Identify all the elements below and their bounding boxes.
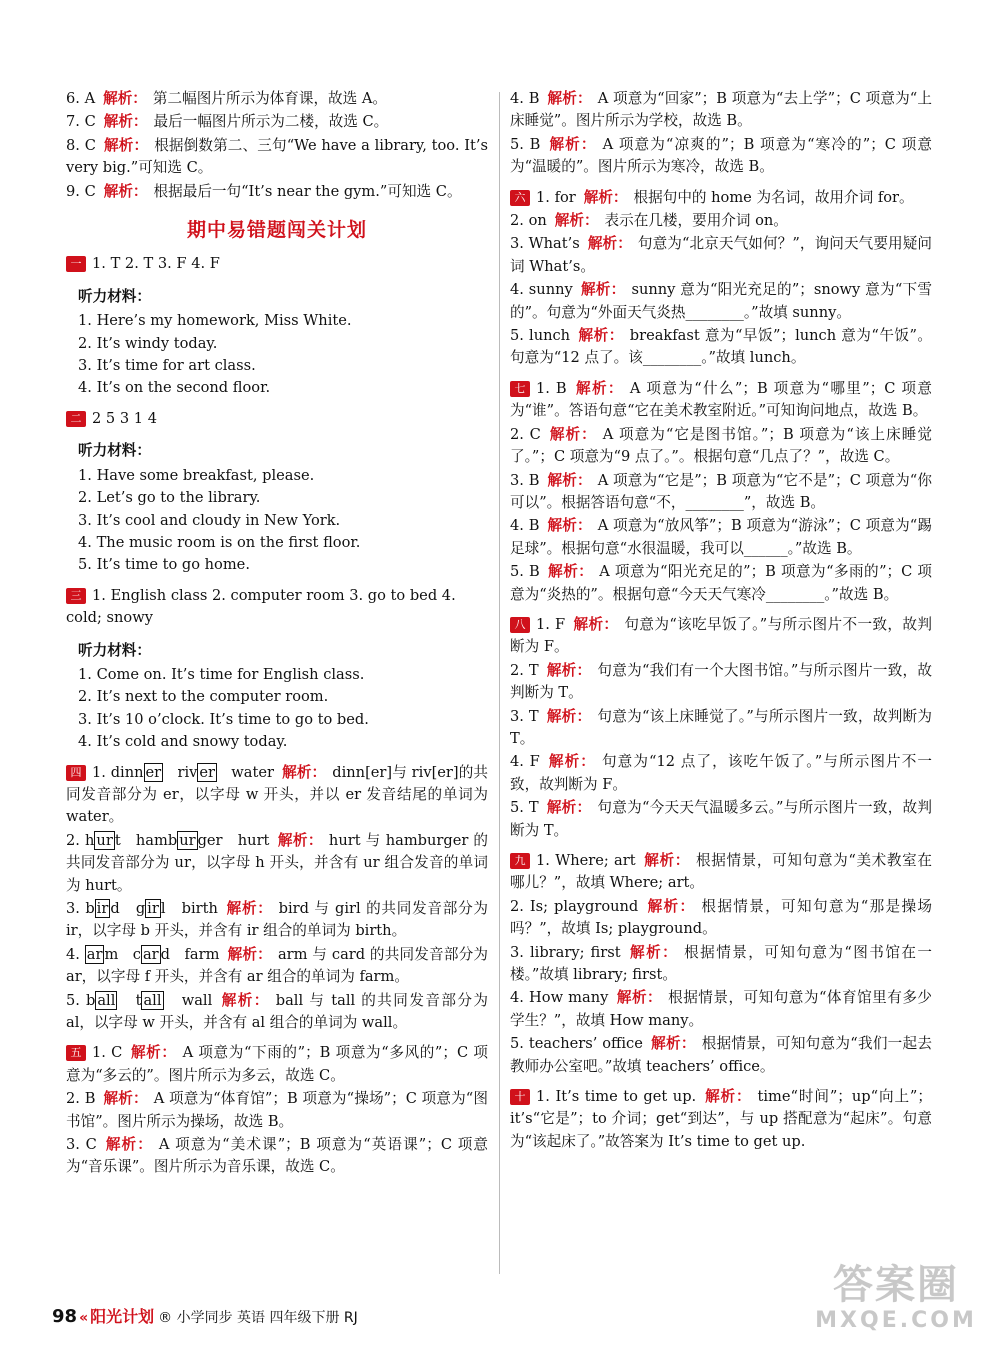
answer-entry bbox=[510, 134, 932, 179]
boxed-letters: er bbox=[199, 763, 215, 781]
phonics-entry bbox=[66, 830, 488, 897]
listening-line: 3. It’s 10 o’clock. It’s time to go to bed. bbox=[78, 710, 369, 728]
answer-number: 5. T bbox=[510, 799, 539, 817]
boxed-letters: all bbox=[97, 991, 116, 1009]
boxed-letters: er bbox=[145, 763, 162, 781]
answer-entry bbox=[510, 561, 932, 606]
answer-entry bbox=[66, 181, 488, 203]
jiexi-label: 解析： bbox=[546, 799, 592, 817]
explanation-text: 根据句中的 home 为名词，故用介词 for。 bbox=[633, 188, 914, 206]
word-part: t bbox=[135, 991, 142, 1009]
jiexi-label: 解析： bbox=[103, 136, 149, 154]
jiexi-label: 解析： bbox=[548, 135, 597, 153]
jiexi-label: 解析： bbox=[103, 113, 148, 131]
boxed-letters: ar bbox=[86, 945, 103, 963]
explanation-text: 句意为“我们有一个大图书馆。”与所示图片一致，故判断为 T。 bbox=[510, 661, 933, 702]
listening-line: 1. Here’s my homework, Miss White. bbox=[78, 312, 352, 330]
explanation-text: A 项意为“它是”；B 项意为“它不是”；C 项意为“你可以”。根据答语句意“不，________”，故选 B。 bbox=[510, 471, 932, 511]
word-part: b bbox=[86, 991, 96, 1009]
explanation-text: 根据倒数第二、三句“We have a library, too. It’s very big.”可知选 C。 bbox=[66, 136, 488, 177]
answer-number: 2. T bbox=[510, 661, 539, 679]
word-part: b bbox=[85, 900, 95, 917]
answer-number: 4. bbox=[66, 945, 80, 963]
section-badge: 十 bbox=[510, 1089, 530, 1105]
section-answers: 1. English class 2. computer room 3. go to bed 4. cold; snowy bbox=[66, 586, 456, 627]
explanation-text: ball 与 tall 的共同发音部分为 al，以字母 w 开头，并含有 al 组合的单词为 wall。 bbox=[66, 991, 489, 1032]
phonics-entry bbox=[66, 990, 488, 1035]
answer-entry bbox=[510, 797, 932, 842]
listening-line: 2. Let’s go to the library. bbox=[78, 489, 261, 507]
answer-number: 5. lunch bbox=[510, 327, 571, 345]
watermark-text: 答案圈 bbox=[833, 1262, 959, 1308]
jiexi-label: 解析： bbox=[580, 281, 626, 299]
explanation-text: A 项意为“放风筝”；B 项意为“游泳”；C 项意为“踢足球”。根据句意“水很温暖，我可以______。”故选 B。 bbox=[510, 517, 932, 557]
explanation-text: 根据情景，可知句意为“我们一起去教师办公室吧。”故填 teachers’ office。 bbox=[510, 1035, 932, 1075]
section-6 bbox=[510, 187, 932, 370]
jiexi-label: 解析： bbox=[616, 989, 663, 1007]
right-top-entries bbox=[510, 88, 932, 179]
section-7 bbox=[510, 378, 932, 606]
left-column bbox=[66, 88, 488, 1187]
answer-entry bbox=[510, 378, 932, 423]
jiexi-label: 解析： bbox=[104, 1136, 153, 1154]
word-part: d bbox=[160, 945, 170, 963]
word-part: h bbox=[85, 831, 95, 849]
answer-entry bbox=[510, 751, 932, 796]
section-answers: 2 5 3 1 4 bbox=[92, 409, 157, 427]
answer-entry bbox=[510, 1033, 932, 1078]
section-2 bbox=[66, 408, 488, 577]
answer-number: 1. It’s time to get up. bbox=[536, 1088, 697, 1106]
answer-number: 7. C bbox=[66, 113, 96, 131]
section-5 bbox=[66, 1042, 488, 1178]
listening-line: 1. Have some breakfast, please. bbox=[78, 466, 315, 484]
jiexi-label: 解析： bbox=[546, 707, 592, 725]
answer-number: 3. What’s bbox=[510, 235, 580, 253]
answer-entry bbox=[66, 88, 488, 110]
section-badge: 三 bbox=[66, 588, 86, 604]
explanation-text: dinn[er]与 riv[er]的共同发音部分为 er，以字母 w 开头，并以 er 发音结尾的单词为 water。 bbox=[66, 763, 489, 826]
answer-entry bbox=[510, 187, 932, 209]
jiexi-label: 解析： bbox=[103, 1090, 148, 1108]
answer-entry bbox=[510, 279, 932, 324]
jiexi-label: 解析： bbox=[583, 188, 628, 206]
listening-line: 3. It’s cool and cloudy in New York. bbox=[78, 511, 341, 529]
boxed-letters: ir bbox=[96, 900, 109, 917]
answer-number: 1. F bbox=[536, 615, 566, 633]
explanation-text: arm 与 card 的共同发音部分为 ar，以字母 f 开头，并含有 ar 组合的单词为 farm。 bbox=[66, 945, 488, 986]
jiexi-label: 解析： bbox=[227, 945, 272, 963]
explanation-text: 根据最后一句“It’s near the gym.”可知选 C。 bbox=[153, 182, 462, 200]
answer-number: 1. bbox=[92, 763, 106, 781]
jiexi-label: 解析： bbox=[546, 661, 592, 679]
answer-entry bbox=[510, 1086, 932, 1153]
jiexi-label: 解析： bbox=[103, 182, 148, 200]
explanation-text: A 项意为“凉爽的”；B 项意为“寒冷的”；C 项意为“温暖的”。图片所示为寒冷，故选 B。 bbox=[510, 135, 932, 176]
explanation-text: 根据情景，可知句意为“图书馆在一楼。”故填 library; first。 bbox=[510, 943, 932, 984]
jiexi-label: 解析： bbox=[281, 763, 327, 781]
word-part: riv bbox=[177, 763, 198, 781]
column-divider bbox=[499, 92, 500, 1274]
listening-line: 4. It’s on the second floor. bbox=[78, 379, 271, 397]
explanation-text: 句意为“北京天气如何？”，询问天气要用疑问词 What’s。 bbox=[510, 235, 932, 275]
word-part: d bbox=[110, 900, 120, 917]
answer-number: 1. B bbox=[536, 379, 567, 397]
jiexi-label: 解析： bbox=[704, 1088, 752, 1106]
jiexi-label: 解析： bbox=[650, 1035, 696, 1053]
section-3 bbox=[66, 585, 488, 754]
explanation-text: 最后一幅图片所示为二楼，故选 C。 bbox=[153, 113, 389, 131]
explanation-text: A 项意为“它是图书馆。”；B 项意为“该上床睡觉了。”；C 项意为“9 点了。”。根据句意“几点了？”，故选 C。 bbox=[510, 425, 932, 466]
boxed-letters: ur bbox=[96, 831, 113, 849]
listening-line: 5. It’s time to go home. bbox=[78, 556, 250, 574]
page-number: 98 bbox=[52, 1306, 78, 1327]
section-title: 期中易错题闯关计划 bbox=[186, 219, 367, 242]
explanation-text: breakfast 意为“早饭”；lunch 意为“午饭”。句意为“12 点了。该________。”故填 lunch。 bbox=[510, 327, 932, 367]
explanation-text: 根据情景，可知句意为“那是操场吗？”，故填 Is; playground。 bbox=[510, 897, 932, 938]
listening-line: 4. The music room is on the first floor. bbox=[78, 533, 361, 551]
answer-entry bbox=[66, 135, 488, 180]
section-4 bbox=[66, 762, 488, 1035]
explanation-text: 第二幅图片所示为体育课，故选 A。 bbox=[152, 90, 387, 107]
answer-entry bbox=[510, 424, 932, 469]
explanation-text: bird 与 girl 的共同发音部分为 ir，以字母 b 开头，并含有 ir 组合的单词为 birth。 bbox=[66, 900, 489, 940]
explanation-text: A 项意为“回家”；B 项意为“去上学”；C 项意为“上床睡觉”。图片所示为学校，故选 B。 bbox=[510, 90, 932, 130]
answer-number: 6. A bbox=[66, 90, 96, 107]
jiexi-label: 解析： bbox=[547, 753, 596, 771]
answer-entry bbox=[510, 850, 932, 895]
phonics-entry bbox=[66, 762, 488, 829]
answer-number: 5. bbox=[66, 991, 80, 1009]
jiexi-label: 解析： bbox=[220, 991, 270, 1009]
listening-line: 2. It’s next to the computer room. bbox=[78, 688, 329, 706]
answer-entry bbox=[510, 660, 932, 705]
answer-entry bbox=[510, 942, 932, 987]
answer-number: 1. Where; art bbox=[536, 852, 636, 869]
section-badge: 七 bbox=[510, 381, 530, 397]
answer-entry bbox=[510, 88, 932, 133]
answer-entry bbox=[510, 233, 932, 278]
answer-number: 3. T bbox=[510, 707, 539, 725]
jiexi-label: 解析： bbox=[547, 90, 592, 107]
answer-number: 2. C bbox=[510, 425, 541, 443]
answer-entry bbox=[66, 1088, 488, 1133]
word-part: m bbox=[104, 945, 119, 963]
answer-word: water bbox=[231, 763, 274, 781]
section-1 bbox=[66, 253, 488, 399]
answer-number: 2. on bbox=[510, 212, 547, 230]
answer-number: 5. teachers’ office bbox=[510, 1035, 643, 1053]
jiexi-label: 解析： bbox=[643, 852, 690, 869]
section-9 bbox=[510, 850, 932, 1078]
explanation-text: A 项意为“阳光充足的”；B 项意为“多雨的”；C 项意为“炎热的”。根据句意“今天天气寒冷________。”故选 B。 bbox=[510, 563, 932, 603]
section-badge: 六 bbox=[510, 190, 530, 206]
listening-material-title: 听力材料： bbox=[78, 287, 151, 305]
word-part: t bbox=[114, 831, 121, 849]
section-badge: 九 bbox=[510, 853, 530, 869]
boxed-letters: ur bbox=[179, 831, 196, 849]
answer-number: 1. C bbox=[92, 1044, 123, 1062]
answer-number: 2. bbox=[66, 831, 80, 849]
answer-number: 2. B bbox=[66, 1090, 96, 1108]
jiexi-label: 解析： bbox=[628, 943, 679, 961]
jiexi-label: 解析： bbox=[547, 517, 592, 535]
explanation-text: 表示在几楼，要用介词 on。 bbox=[604, 212, 788, 230]
explanation-text: 句意为“该吃早饭了。”与所示图片不一致，故判断为 F。 bbox=[510, 615, 932, 656]
book-info: ® 小学同步 英语 四年级下册 RJ bbox=[158, 1310, 358, 1326]
word-part: hamb bbox=[135, 831, 178, 849]
word-part: dinn bbox=[110, 763, 144, 781]
answer-number: 4. F bbox=[510, 753, 540, 771]
answer-entry bbox=[66, 1042, 488, 1087]
answer-word: birth bbox=[181, 900, 218, 917]
double-chevron-icon: « bbox=[79, 1310, 89, 1326]
section-badge: 八 bbox=[510, 617, 530, 633]
answer-number: 4. sunny bbox=[510, 281, 573, 299]
listening-line: 3. It’s time for art class. bbox=[78, 357, 256, 375]
listening-line: 2. It’s windy today. bbox=[78, 334, 218, 352]
watermark-logo bbox=[808, 1262, 984, 1346]
listening-material-title: 听力材料： bbox=[78, 442, 151, 460]
answer-word: hurt bbox=[237, 831, 270, 849]
jiexi-label: 解析： bbox=[225, 900, 273, 917]
answer-number: 3. library; first bbox=[510, 943, 621, 961]
answer-number: 3. bbox=[66, 900, 80, 917]
jiexi-label: 解析： bbox=[547, 563, 594, 581]
word-part: g bbox=[135, 900, 146, 917]
explanation-text: 句意为“12 点了，该吃午饭了。”与所示图片不一致，故判断为 F。 bbox=[510, 753, 932, 793]
word-part: ger bbox=[197, 831, 223, 849]
section-10 bbox=[510, 1086, 932, 1153]
answer-entry bbox=[510, 896, 932, 941]
jiexi-label: 解析： bbox=[646, 897, 696, 915]
answer-word: wall bbox=[181, 991, 213, 1009]
answer-entry bbox=[510, 987, 932, 1032]
answer-number: 1. for bbox=[536, 188, 576, 206]
section-badge: 四 bbox=[66, 765, 86, 781]
jiexi-label: 解析： bbox=[547, 471, 592, 489]
answer-number: 4. B bbox=[510, 517, 540, 535]
answer-number: 5. B bbox=[510, 135, 541, 153]
jiexi-label: 解析： bbox=[578, 327, 624, 345]
listening-material-title: 听力材料： bbox=[78, 641, 151, 659]
listening-line: 1. Come on. It’s time for English class. bbox=[78, 665, 365, 683]
answer-entry bbox=[510, 325, 932, 370]
jiexi-label: 解析： bbox=[573, 615, 619, 633]
answer-number: 4. How many bbox=[510, 989, 609, 1007]
answer-number: 3. C bbox=[66, 1136, 97, 1154]
answer-entry bbox=[510, 614, 932, 659]
explanation-text: 根据情景，可知句意为“体育馆里有多少学生？”，故填 How many。 bbox=[510, 989, 932, 1029]
explanation-text: A 项意为“什么”；B 项意为“哪里”；C 项意为“谁”。答语句意“它在美术教室附近。”可知询问地点，故选 B。 bbox=[510, 379, 932, 420]
explanation-text: sunny 意为“阳光充足的”；snowy 意为“下雪的”。句意为“外面天气炎热________。”故填 sunny。 bbox=[510, 281, 932, 321]
jiexi-label: 解析： bbox=[277, 831, 323, 849]
jiexi-label: 解析： bbox=[103, 90, 147, 107]
jiexi-label: 解析： bbox=[587, 235, 632, 253]
watermark-url: MXQE.COM bbox=[815, 1308, 977, 1333]
explanation-text: A 项意为“体育馆”；B 项意为“操场”；C 项意为“图书馆”。图片所示为操场，故选 B。 bbox=[66, 1090, 488, 1130]
answer-entry bbox=[510, 470, 932, 515]
brand-name: 阳光计划 bbox=[90, 1307, 155, 1326]
answer-entry bbox=[66, 1134, 488, 1179]
boxed-letters: ar bbox=[142, 945, 159, 963]
jiexi-label: 解析： bbox=[554, 212, 599, 230]
section-badge: 二 bbox=[66, 411, 86, 427]
answer-number: 9. C bbox=[66, 182, 96, 200]
explanation-text: time“时间”；up“向上”；it’s“它是”；to 介词；get“到达”，与 up 搭配意为“起床”。句意为“该起床了。”故答案为 It’s time to get up. bbox=[510, 1088, 932, 1150]
jiexi-label: 解析： bbox=[548, 425, 597, 443]
answer-number: 2. Is; playground bbox=[510, 897, 639, 915]
phonics-entry bbox=[66, 898, 488, 943]
section-8 bbox=[510, 614, 932, 842]
answer-entry bbox=[66, 111, 488, 133]
phonics-entry bbox=[66, 944, 488, 989]
answer-number: 8. C bbox=[66, 136, 96, 154]
jiexi-label: 解析： bbox=[130, 1044, 177, 1062]
explanation-text: hurt 与 hamburger 的共同发音部分为 ur，以字母 h 开头，并含有 ur 组合发音的单词为 hurt。 bbox=[66, 831, 489, 894]
explanation-text: 句意为“今天天气温暖多云。”与所示图片一致，故判断为 T。 bbox=[510, 799, 933, 839]
explanation-text: 根据情景，可知句意为“美术教室在哪儿？”，故填 Where; art。 bbox=[510, 852, 932, 892]
page-footer bbox=[52, 1304, 358, 1327]
answer-number: 5. B bbox=[510, 563, 540, 581]
section-badge: 一 bbox=[66, 256, 86, 272]
answer-entry bbox=[510, 515, 932, 560]
listening-line: 4. It’s cold and snowy today. bbox=[78, 733, 288, 751]
jiexi-label: 解析： bbox=[574, 379, 624, 397]
word-part: l bbox=[160, 900, 166, 917]
word-part: c bbox=[132, 945, 141, 963]
explanation-text: A 项意为“下雨的”；B 项意为“多风的”；C 项意为“多云的”。图片所示为多云，故选 C。 bbox=[66, 1044, 488, 1084]
answer-entry bbox=[510, 210, 932, 232]
boxed-letters: ir bbox=[147, 900, 159, 917]
answer-number: 3. B bbox=[510, 471, 540, 489]
boxed-letters: all bbox=[143, 991, 162, 1009]
left-top-entries bbox=[66, 88, 488, 203]
answer-word: farm bbox=[184, 945, 220, 963]
section-badge: 五 bbox=[66, 1045, 86, 1061]
explanation-text: 句意为“该上床睡觉了。”与所示图片一致，故判断为 T。 bbox=[510, 707, 933, 747]
answer-number: 4. B bbox=[510, 90, 540, 107]
right-column bbox=[510, 88, 932, 1161]
explanation-text: A 项意为“美术课”；B 项意为“英语课”；C 项意为“音乐课”。图片所示为音乐课，故选 C。 bbox=[66, 1136, 488, 1176]
section-answers: 1. T 2. T 3. F 4. F bbox=[92, 255, 220, 273]
answer-entry bbox=[510, 706, 932, 751]
